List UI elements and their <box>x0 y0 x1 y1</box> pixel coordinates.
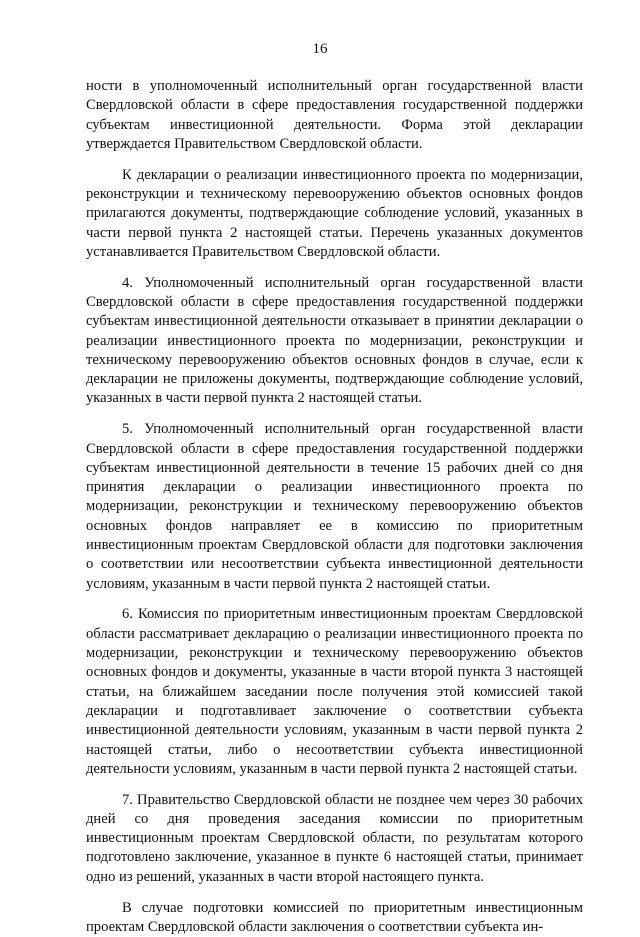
page-number: 16 <box>312 41 328 57</box>
paragraph-item-6: 6. Комиссия по приоритетным инвестиционным проектам Свердловской области рассматривает декларацию о реализации инвестиционного проекта по модернизации, реконструкции и техническому перевооружению объектов основных фондов и документы, указанные в части второй пункта 3 настоящей статьи, на ближайшем заседании после получения этой комиссией такой декларации и подготавливает заключение о соответствии субъекта инвестиционной деятельности условиям, указанным в части первой пункта 2 настоящей статьи, либо о несоответствии субъекта инвестиционной деятельности условиям, указанным в части первой пункта 2 настоящей статьи. <box>86 606 583 777</box>
paragraph-item-7: 7. Правительство Свердловской области не позднее чем через 30 рабочих дней со дня проведения заседания комиссии по приоритетным инвестиционным проектам Свердловской области, по результатам которого подготовлено заключение, указанное в пункте 6 настоящей статьи, принимает одно из решений, указанных в части второй настоящего пункта. <box>86 791 583 885</box>
paragraph-item-5: 5. Уполномоченный исполнительный орган государственной власти Свердловской области в сфере предоставления государственной поддержки субъектам инвестиционной деятельности в течение 15 рабочих дней со дня принятия декларации о реализации инвестиционного проекта по модернизации, реконструкции и техническому перевооружению объектов основных фондов направляет ее в комиссию по приоритетным инвестиционным проектам Свердловской области для подготовки заключения о соответствии или несоответствии субъекта инвестиционной деятельности условиям, указанным в части первой пункта 2 настоящей статьи. <box>86 421 583 592</box>
paragraph-continuation: ности в уполномоченный исполнительный орган государственной власти Свердловской области в сфере предоставления государственной поддержки субъектам инвестиционной деятельности. Форма этой декларации утверждается Правительством Свердловской области. <box>86 78 583 152</box>
paragraph-conclusion-case: В случае подготовки комиссией по приоритетным инвестиционным проектам Свердловской области заключения о соответствии субъекта ин- <box>86 899 583 935</box>
document-body <box>86 77 583 937</box>
paragraph-item-4: 4. Уполномоченный исполнительный орган государственной власти Свердловской области в сфере предоставления государственной поддержки субъектам инвестиционной деятельности отказывает в принятии декларации о реализации инвестиционного проекта по модернизации, реконструкции и техническому перевооружению объектов основных фондов в случае, если к декларации не приложены документы, подтверждающие соблюдение условий, указанных в части первой пункта 2 настоящей статьи. <box>86 274 583 407</box>
paragraph-attachments: К декларации о реализации инвестиционного проекта по модернизации, реконструкции и техническому перевооружению объектов основных фондов прилагаются документы, подтверждающие соблюдение условий, указанных в части первой пункта 2 настоящей статьи. Перечень указанных документов устанавливается Правительством Свердловской области. <box>86 166 583 260</box>
